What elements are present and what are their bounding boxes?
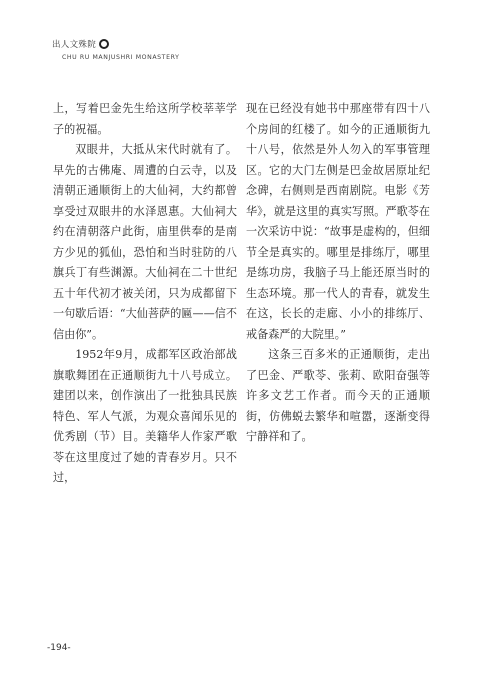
- right-column: [246, 99, 430, 448]
- header-title-cn-text: 出人文殊院: [52, 40, 97, 50]
- header-title-cn: [52, 38, 179, 50]
- left-paragraph-2: 双眼井，大抵从宋代时就有了。早先的古佛庵、周遭的白云寺，以及清朝正通顺街上的大仙祠，大约都曾享受过双眼井的水泽恩惠。大仙祠大约在清朝落户此街，庙里供奉的是南方少见的狐仙，恐怕和当时驻防的八旗兵丁有些渊源。大仙祠在二十世纪五十年代初才被关闭，只为成都留下一句歇后语：“大仙菩萨的匾——信不信由你”。: [53, 143, 237, 341]
- right-paragraph-1: 现在已经没有她书中那座带有四十八个房间的红楼了。如今的正通顺街九十八号，依然是外人勿入的军事管理区。它的大门左侧是巴金故居原址纪念碑，右侧则是西南剧院。电影《芳华》，就是这里的真实写照。严歌苓在一次采访中说：“故事是虚构的，但细节全是真实的。哪里是排练厅，哪里是练功房，我脑子马上能还原当时的生态环境。那一代人的青春，就发生在这，长长的走廊、小小的排练厅、戒备森严的大院里。”: [246, 102, 430, 341]
- header-title-en: CHU RU MANJUSHRI MONASTERY: [62, 54, 180, 61]
- left-paragraph-1: 上，写着巴金先生给这所学校莘莘学子的祝福。: [53, 102, 237, 136]
- page-number: -194-: [47, 643, 71, 653]
- running-header: [52, 38, 179, 61]
- left-column: [53, 99, 237, 489]
- left-paragraph-3: 1952年9月，成都军区政治部战旗歌舞团在正通顺街九十八号成立。建团以来，创作演出了一批独具民族特色、军人气派，为观众喜闻乐见的优秀剧（节）目。美籍华人作家严歌苓在这里度过了她的青春岁月。只不过，: [53, 348, 237, 484]
- right-paragraph-2: 这条三百多米的正通顺街，走出了巴金、严歌苓、张莉、欧阳奋强等许多文艺工作者。而今天的正通顺街，仿佛蜕去繁华和喧嚣，逐渐变得宁静祥和了。: [246, 348, 430, 443]
- circle-mark-icon: [99, 39, 109, 49]
